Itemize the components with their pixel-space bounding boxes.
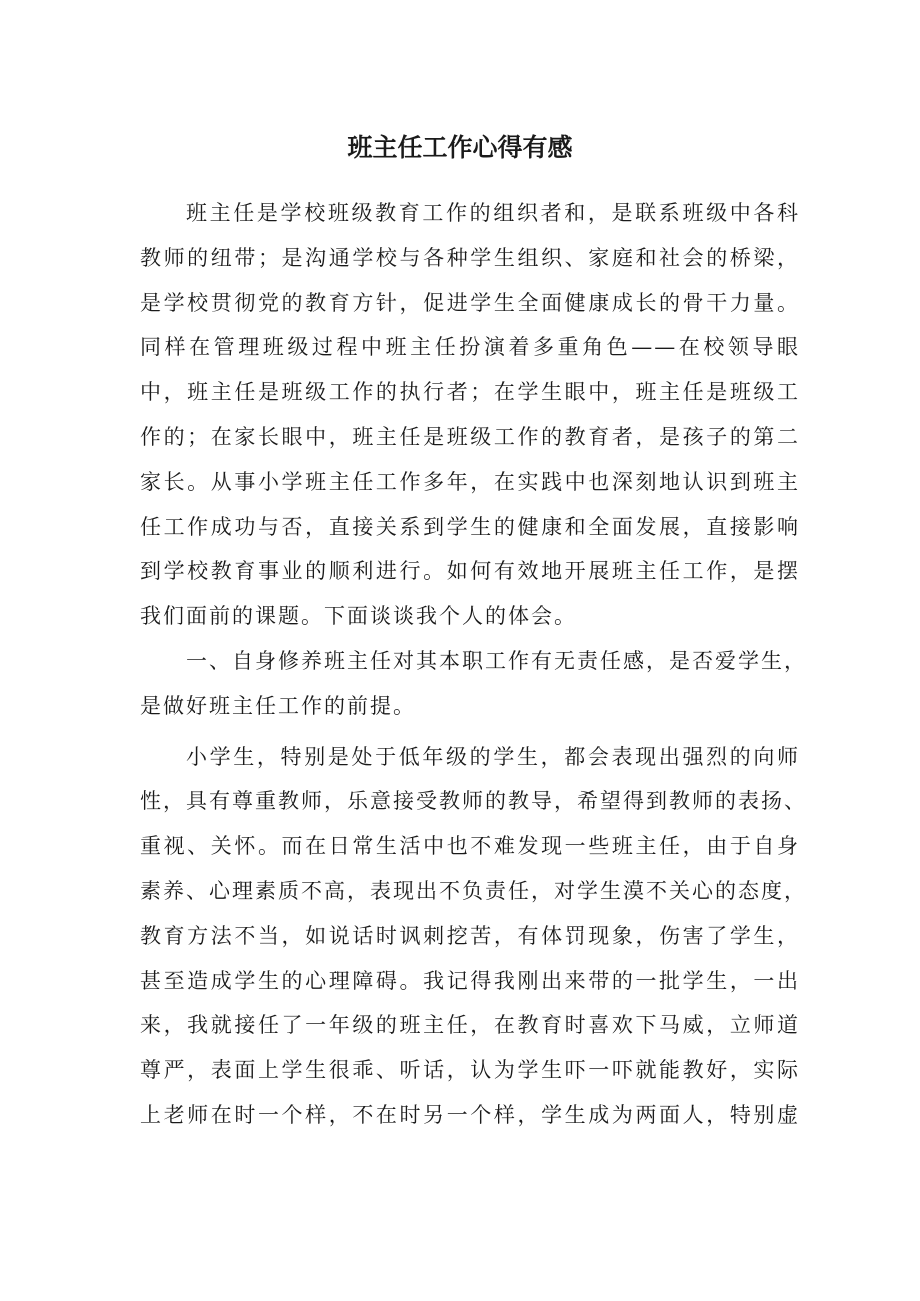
text-line: 任工作成功与否，直接关系到学生的健康和全面发展，直接影响 xyxy=(140,514,800,539)
text-line: 我们面前的课题。下面谈谈我个人的体会。 xyxy=(140,604,577,629)
text-line: 中，班主任是班级工作的执行者；在学生眼中，班主任是班级工 xyxy=(140,380,800,405)
text-line: 同样在管理班级过程中班主任扮演着多重角色——在校领导眼 xyxy=(140,335,800,360)
document-body xyxy=(140,191,807,1138)
text-line: 小学生，特别是处于低年级的学生，都会表现出强烈的向师 xyxy=(186,744,800,769)
text-line: 重视、关怀。而在日常生活中也不难发现一些班主任，由于自身 xyxy=(140,834,800,859)
paragraph-body xyxy=(140,735,807,1138)
text-line: 来，我就接任了一年级的班主任，在教育时喜欢下马威，立师道 xyxy=(140,1013,800,1038)
text-line: 到学校教育事业的顺利进行。如何有效地开展班主任工作，是摆 xyxy=(140,559,800,584)
text-line: 是做好班主任工作的前提。 xyxy=(140,693,416,718)
document-title: 班主任工作心得有感 xyxy=(347,133,573,162)
text-line: 班主任是学校班级教育工作的组织者和，是联系班级中各科 xyxy=(186,201,800,225)
text-line: 是学校贯彻党的教育方针，促进学生全面健康成长的骨干力量。 xyxy=(140,290,800,315)
text-line: 上老师在时一个样，不在时另一个样，学生成为两面人，特别虚 xyxy=(140,1102,800,1127)
text-line: 性，具有尊重教师，乐意接受教师的教导，希望得到教师的表扬、 xyxy=(140,789,807,814)
text-line: 素养、心理素质不高，表现出不负责任，对学生漠不关心的态度， xyxy=(140,878,807,903)
text-line: 家长。从事小学班主任工作多年，在实践中也深刻地认识到班主 xyxy=(140,469,800,494)
text-line: 作的；在家长眼中，班主任是班级工作的教育者，是孩子的第二 xyxy=(140,424,800,449)
text-line: 尊严，表面上学生很乖、听话，认为学生吓一吓就能教好，实际 xyxy=(140,1058,800,1083)
text-line: 一、自身修养班主任对其本职工作有无责任感，是否爱学生， xyxy=(186,648,807,673)
paragraph-section-heading xyxy=(140,639,807,729)
text-line: 甚至造成学生的心理障碍。我记得我刚出来带的一批学生，一出 xyxy=(140,968,800,993)
text-line: 教育方法不当，如说话时讽刺挖苦，有体罚现象，伤害了学生， xyxy=(140,923,800,948)
paragraph-intro xyxy=(140,191,800,639)
text-line: 教师的纽带；是沟通学校与各种学生组织、家庭和社会的桥梁， xyxy=(140,245,800,270)
